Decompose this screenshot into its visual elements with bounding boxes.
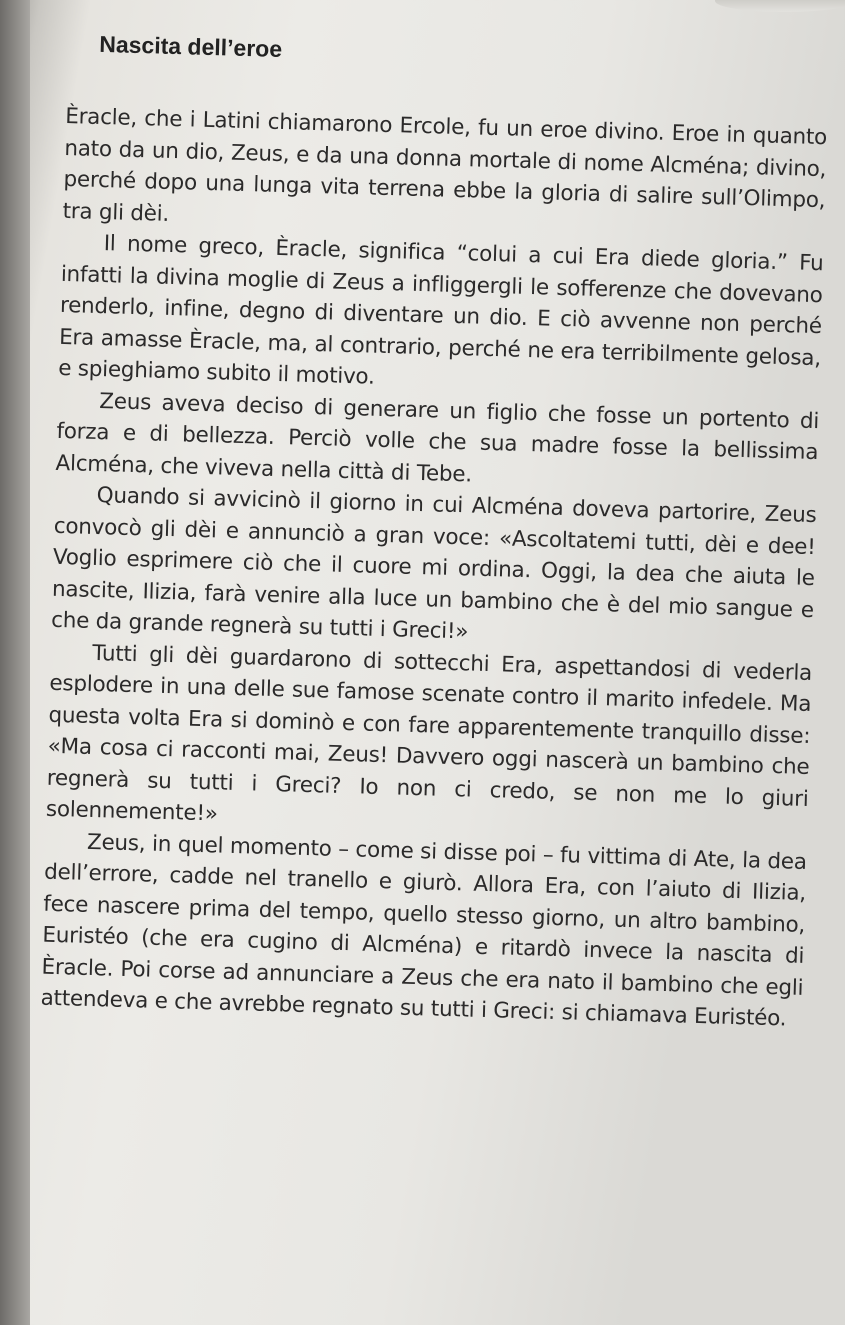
section-title: Nascita dell’eroe [98, 30, 283, 62]
paragraph-4: Quando si avvicinò il giorno in cui Alcména doveva partorire, Zeus convocò gli dèi e annunciò a gran voce: «Ascoltatemi tutti, dèi e dee! Voglio esprimere ciò che il cuore mi ordina. Oggi, la dea che aiuta le nascite, Ilizia, farà venire alla luce un bambino che è del mio sangue e che da grande regnerà su tutti i Greci!» [50, 482, 817, 645]
paragraph-6: Zeus, in quel momento – come si disse poi – fu vittima di Ate, la dea dell’errore, cadde nel tranello e giurò. Allora Era, con l’aiuto di Ilizia, fece nascere prima del tempo, quello stesso giorno, un altro bambino, Euristéo (che era cugino di Alcména) e ritardò invece la nascita di Èracle. Poi corse ad annunciare a Zeus che era nato il bambino che egli attendeva e che avrebbe regnato su tutti i Greci: si chiamava Euristéo. [40, 829, 808, 1032]
page-corner [715, 0, 845, 12]
paragraph-3: Zeus aveva deciso di generare un figlio che fosse un portento di forza e di bellezza. Perciò volle che sua madre fosse la bellissima Alcména, che viveva nella città di Tebe. [55, 388, 820, 487]
book-spine-shadow [0, 0, 30, 1325]
book-page [40, 20, 829, 1035]
paragraph-5: Tutti gli dèi guardarono di sottecchi Era, aspettandosi di vederla esplodere in una delle sue famose scenate contro il marito infedele. Ma questa volta Era si dominò e con fare apparentemente tranquillo disse: «Ma cosa ci racconti mai, Zeus! Davvero oggi nascerà un bambino che regnerà su tutti i Greci? Io non ci credo, se non me lo giuri solennemente!» [45, 640, 813, 827]
paragraph-2: Il nome greco, Èracle, significa “colui a cui Era diede gloria.” Fu infatti la divina moglie di Zeus a infliggergli le sofferenze che dovevano renderlo, infine, degno di diventare un dio. E ciò avvenne non perché Era amasse Èracle, ma, al contrario, perché ne era terribilmente gelosa, e spieghiamo subito il motivo. [57, 231, 824, 390]
paragraph-1: Èracle, che i Latini chiamarono Ercole, fu un eroe divino. Eroe in quanto nato da un dio, Zeus, e da una donna mortale di nome Alcména; divino, perché dopo una lunga vita terrena ebbe la gloria di salire sull’Olimpo, tra gli dèi. [62, 103, 828, 227]
